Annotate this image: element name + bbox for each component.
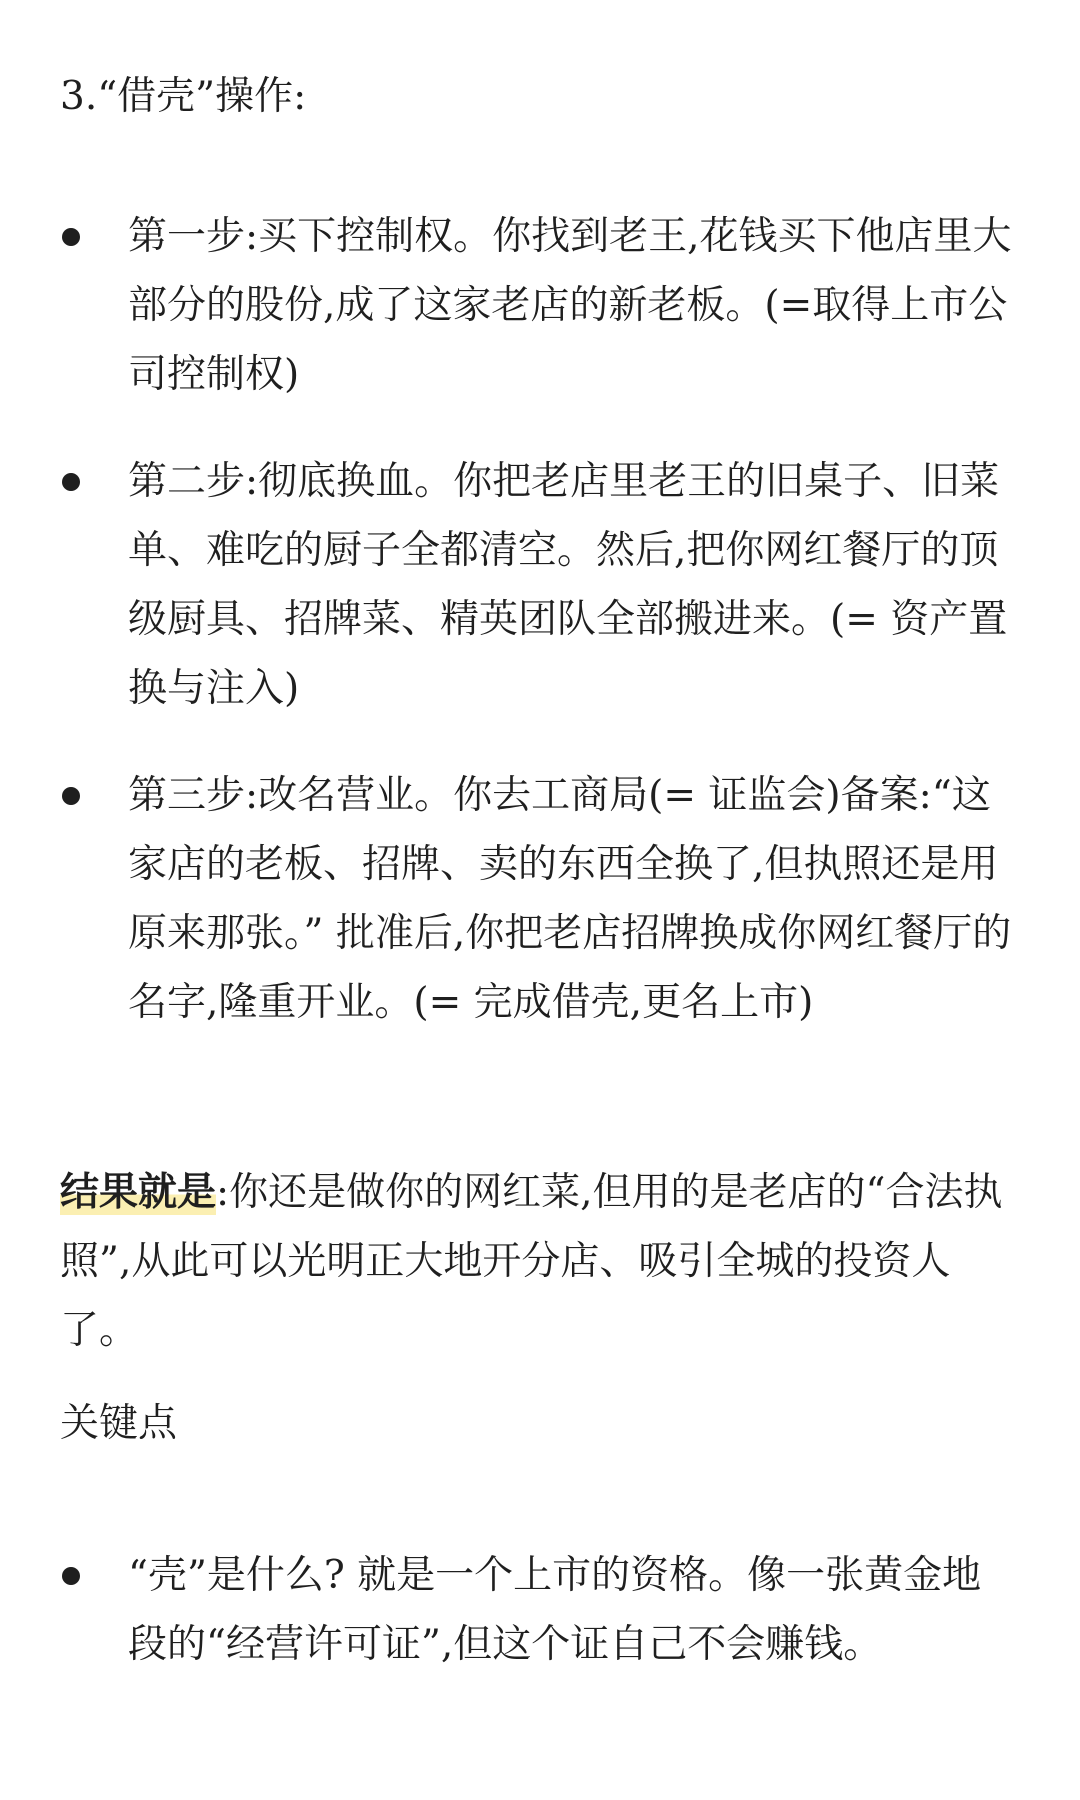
bullet-dot-icon xyxy=(62,473,80,491)
list-item xyxy=(60,202,1018,409)
result-paragraph xyxy=(60,1158,1018,1365)
section-heading: 3.“借壳”操作: xyxy=(60,74,307,119)
step-text: 第二步:彻底换血。你把老店里老王的旧桌子、旧菜单、难吃的厨子全都清空。然后,把你网红餐厅的顶级厨具、招牌菜、精英团队全部搬进来。(= 资产置换与注入) xyxy=(128,459,1008,711)
result-text: :你还是做你的网红菜,但用的是老店的“合法执照”,从此可以光明正大地开分店、吸引全城的投资人了。 xyxy=(60,1170,1003,1353)
steps-list xyxy=(60,202,1018,1075)
bullet-dot-icon xyxy=(62,1567,80,1585)
key-point-text: “壳”是什么? 就是一个上市的资格。像一张黄金地段的“经营许可证”,但这个证自己不会赚钱。 xyxy=(128,1553,982,1667)
step-text: 第一步:买下控制权。你找到老王,花钱买下他店里大部分的股份,成了这家老店的新老板。(=取得上市公司控制权) xyxy=(128,214,1012,397)
bullet-dot-icon xyxy=(62,787,80,805)
step-text: 第三步:改名营业。你去工商局(= 证监会)备案:“这家店的老板、招牌、卖的东西全换了,但执照还是用原来那张。” 批准后,你把老店招牌换成你网红餐厅的名字,隆重开业。(= 完成借壳,更名上市) xyxy=(128,773,1012,1025)
key-points-title: 关键点 xyxy=(60,1401,178,1446)
result-highlight: 结果就是 xyxy=(60,1169,217,1215)
list-item xyxy=(60,761,1018,1037)
bullet-dot-icon xyxy=(62,228,80,246)
list-item xyxy=(60,447,1018,723)
key-points-list xyxy=(60,1541,1018,1679)
list-item xyxy=(60,1541,1018,1679)
